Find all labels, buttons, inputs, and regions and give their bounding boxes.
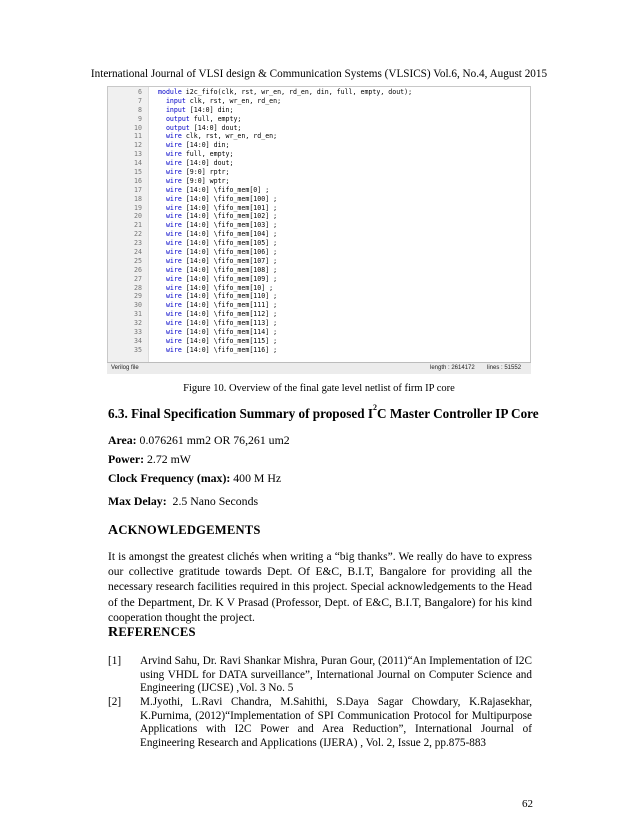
code-line [108,168,530,177]
line-number: 30 [134,301,142,310]
line-number: 11 [134,132,142,141]
code-line [108,292,530,301]
spec-clock-frequency [108,471,281,486]
code-line [108,88,530,97]
code-keyword: module [158,88,182,96]
code-text: input [14:0] din; [165,105,234,114]
line-number: 21 [134,221,142,230]
line-number: 24 [134,248,142,257]
file-length: length : 2614172 [430,365,475,371]
code-line [108,186,530,195]
code-text: wire [14:0] dout; [165,159,234,168]
code-keyword: wire [165,283,182,292]
code-line [108,284,530,293]
code-line [108,159,530,168]
line-number: 12 [134,141,142,150]
code-keyword: wire [165,221,182,230]
heading-rest: EFERENCES [118,625,196,639]
heading-initial: A [108,523,119,538]
code-line [108,275,530,284]
code-keyword: wire [165,185,182,194]
code-text: output [14:0] dout; [165,123,242,132]
code-text: wire clk, rst, wr_en, rd_en; [165,132,278,141]
code-text: wire [14:0] \fifo_mem[104] ; [165,230,278,239]
code-line [108,328,530,337]
line-number: 31 [134,310,142,319]
references-heading [108,625,196,641]
code-keyword: wire [165,212,182,221]
code-line [108,106,530,115]
code-keyword: wire [165,203,182,212]
line-number: 32 [134,319,142,328]
code-text: wire [14:0] \fifo_mem[115] ; [165,336,278,345]
line-number: 13 [134,150,142,159]
line-number: 26 [134,265,142,274]
reference-item [108,655,532,696]
file-type-label: Verilog file [111,365,139,371]
line-number: 35 [134,345,142,354]
line-number: 23 [134,239,142,248]
page-number: 62 [522,798,533,810]
code-keyword: wire [165,168,182,177]
code-text: wire [14:0] \fifo_mem[109] ; [165,274,278,283]
line-number: 8 [138,105,142,114]
line-number: 16 [134,176,142,185]
code-keyword: wire [165,150,182,159]
code-line [108,204,530,213]
line-number: 22 [134,230,142,239]
code-line [108,337,530,346]
spec-value: 2.5 Nano Seconds [166,494,259,508]
reference-text: Arvind Sahu, Dr. Ravi Shankar Mishra, Puran Gour, (2011)“An Implementation of I2C using VHDL for DATA surveillance”, International Journal on Computer Science and Engineering (IJCSE) ,Vol. 3 No. 5 [140,655,532,695]
spec-value: 400 M Hz [230,471,282,485]
code-text: wire [14:0] \fifo_mem[0] ; [165,185,270,194]
code-text: wire [14:0] \fifo_mem[113] ; [165,319,278,328]
code-text: wire [14:0] \fifo_mem[105] ; [165,239,278,248]
code-line [108,124,530,133]
line-number: 18 [134,194,142,203]
code-line [108,248,530,257]
code-text: wire [9:0] wptr; [165,176,230,185]
code-listing [108,88,530,355]
code-text: wire [9:0] rptr; [165,168,230,177]
code-line [108,230,530,239]
line-number: 6 [138,88,142,96]
spec-label: Max Delay: [108,494,167,508]
line-number: 9 [138,114,142,123]
code-line [108,195,530,204]
code-text: wire [14:0] \fifo_mem[110] ; [165,292,278,301]
code-line [108,141,530,150]
line-number: 10 [134,123,142,132]
editor-status-bar [107,362,531,374]
line-number: 34 [134,336,142,345]
code-line [108,221,530,230]
code-keyword: wire [165,256,182,265]
code-text: wire [14:0] \fifo_mem[114] ; [165,328,278,337]
code-keyword: input [165,96,186,105]
code-keyword: wire [165,248,182,257]
section-heading-prefix: 6.3. Final Specification Summary of proposed I [108,406,373,421]
code-text: wire [14:0] \fifo_mem[100] ; [165,194,278,203]
spec-value: 2.72 mW [144,452,191,466]
reference-number: [2] [108,696,122,708]
section-heading-suffix: C Master Controller IP Core [377,406,539,421]
section-heading [108,403,539,422]
code-text: wire [14:0] \fifo_mem[10] ; [165,283,274,292]
code-line [108,115,530,124]
code-line [108,257,530,266]
section-heading-superscript: 2 [373,403,377,412]
code-editor-screenshot [107,86,531,364]
acknowledgements-text: It is amongst the greatest clichés when writing a “big thanks”. We really do have to express our collective gratitude towards Dept. Of E&C, B.I.T, Bangalore for providing all the necessary research facilities required in this project. Special acknowledgements to the Head of the Department, Dr. K V Prasad (Professor, Dept. of E&C, B.I.T, Bangalore) for his kind cooperation thought the project. [108,551,532,624]
code-text: wire [14:0] \fifo_mem[103] ; [165,221,278,230]
code-line [108,212,530,221]
spec-label: Area: [108,433,137,447]
line-number: 20 [134,212,142,221]
spec-area [108,433,290,448]
code-text: wire [14:0] \fifo_mem[106] ; [165,248,278,257]
code-keyword: wire [165,176,182,185]
code-text: wire full, empty; [165,150,234,159]
code-keyword: wire [165,230,182,239]
line-number: 14 [134,159,142,168]
reference-text: M.Jyothi, L.Ravi Chandra, M.Sahithi, S.Daya Sagar Chowdary, K.Rajasekhar, K.Purnima, (2012)“Implementation of SPI Communication Protocol for Multipurpose Applications with I2C Power and Area Reduction”, International Journal of Engineering Research and Applications (IJERA) , Vol. 2, Issue 2, pp.875-883 [140,696,532,749]
figure-caption: Figure 10. Overview of the final gate level netlist of firm IP core [183,383,455,394]
reference-number: [1] [108,655,122,667]
line-number: 28 [134,283,142,292]
code-text: wire [14:0] \fifo_mem[102] ; [165,212,278,221]
code-keyword: wire [165,292,182,301]
code-text: wire [14:0] \fifo_mem[116] ; [165,345,278,354]
line-number: 27 [134,274,142,283]
code-line [108,310,530,319]
code-line [108,132,530,141]
line-number: 15 [134,168,142,177]
line-number: 29 [134,292,142,301]
spec-max-delay [108,494,258,509]
running-header: International Journal of VLSI design & Communication Systems (VLSICS) Vol.6, No.4, August 2015 [90,68,548,80]
spec-label: Clock Frequency (max): [108,471,231,485]
reference-item [108,696,532,750]
line-number: 19 [134,203,142,212]
code-text: input clk, rst, wr_en, rd_en; [165,96,282,105]
code-keyword: wire [165,265,182,274]
code-text: wire [14:0] \fifo_mem[107] ; [165,256,278,265]
code-line [108,319,530,328]
code-keyword: wire [165,159,182,168]
code-keyword: output [165,123,190,132]
code-line [108,177,530,186]
code-keyword: wire [165,132,182,141]
line-number: 25 [134,256,142,265]
code-keyword: wire [165,141,182,150]
code-keyword: wire [165,194,182,203]
heading-initial: R [108,625,119,640]
line-number: 17 [134,185,142,194]
code-keyword: wire [165,345,182,354]
code-line [108,97,530,106]
spec-label: Power: [108,452,145,466]
code-keyword: wire [165,336,182,345]
file-line-count: lines : 51552 [487,365,522,371]
code-text: wire [14:0] \fifo_mem[108] ; [165,265,278,274]
code-keyword: wire [165,301,182,310]
code-line [108,346,530,355]
code-keyword: wire [165,274,182,283]
code-text: wire [14:0] din; [165,141,230,150]
code-text: wire [14:0] \fifo_mem[101] ; [165,203,278,212]
code-keyword: wire [165,239,182,248]
line-number: 7 [138,96,142,105]
spec-power [108,452,191,467]
code-text: wire [14:0] \fifo_mem[112] ; [165,310,278,319]
code-line [108,266,530,275]
code-keyword: wire [165,319,182,328]
code-line [108,301,530,310]
code-text: module i2c_fifo(clk, rst, wr_en, rd_en, din, full, empty, dout); [158,88,413,96]
line-number: 33 [134,328,142,337]
code-keyword: wire [165,310,182,319]
acknowledgements-heading [108,523,261,539]
spec-value: 0.076261 mm2 OR 76,261 um2 [136,433,290,447]
code-keyword: wire [165,328,182,337]
code-line [108,239,530,248]
heading-rest: CKNOWLEDGEMENTS [118,523,261,537]
code-text: wire [14:0] \fifo_mem[111] ; [165,301,278,310]
code-keyword: output [165,114,190,123]
code-text: output full, empty; [165,114,242,123]
code-line [108,150,530,159]
code-keyword: input [165,105,186,114]
